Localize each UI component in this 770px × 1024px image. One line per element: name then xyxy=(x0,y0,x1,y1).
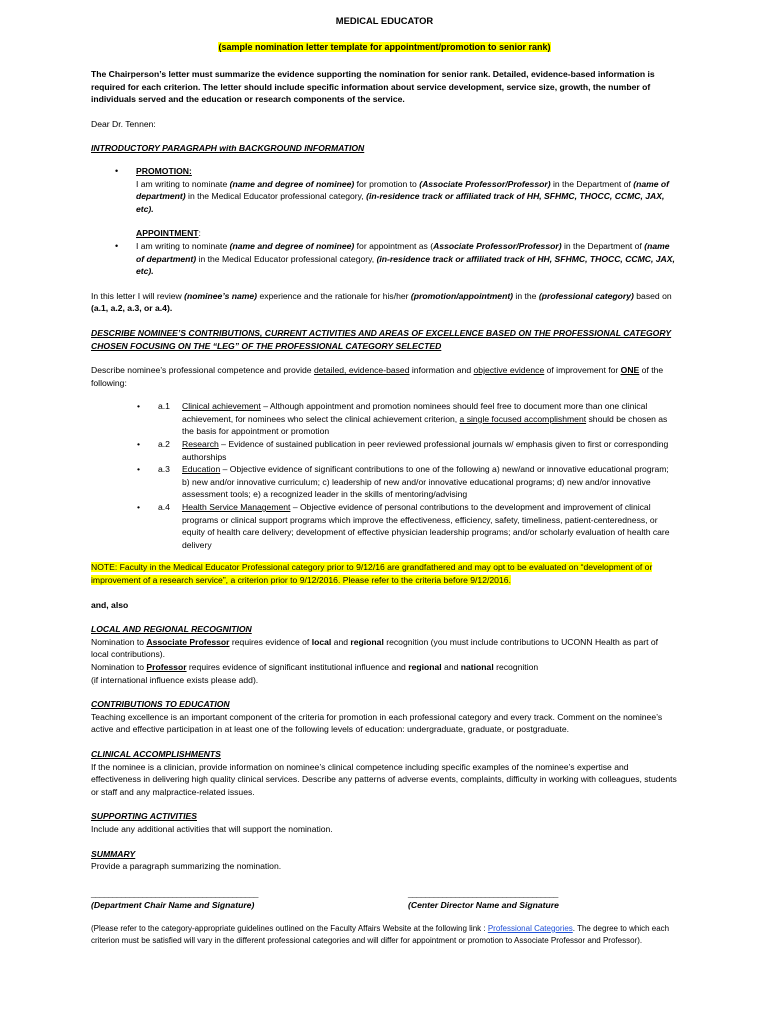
recognition-level: local xyxy=(311,636,332,647)
document-subtitle xyxy=(91,41,678,54)
describe-text: information and xyxy=(409,365,474,376)
local-regional-line-1 xyxy=(91,636,678,661)
describe-emphasis: ONE xyxy=(620,365,640,376)
appointment-label: APPOINTMENT xyxy=(136,228,199,239)
criterion-text: – Objective evidence of personal contributions to the development and improvement of clinical programs or clinical support programs which improve the effectiveness, efficiency, safety, timeliness, patient-centeredness, or equity of health care delivery; development of effective physician leadership programs; and/or scholarly evaluation of health care delivery xyxy=(182,502,670,550)
promotion-text: for promotion to xyxy=(354,178,420,189)
promotion-label: PROMOTION: xyxy=(136,165,192,176)
review-placeholder: (a.1, a.2, a.3, or a.4). xyxy=(91,303,173,314)
list-item xyxy=(91,400,678,438)
chair-signature-label: (Department Chair Name and Signature) xyxy=(91,900,255,911)
recognition-level: regional xyxy=(408,661,442,672)
recognition-level: regional xyxy=(350,636,384,647)
introductory-heading: INTRODUCTORY PARAGRAPH with BACKGROUND INFORMATION xyxy=(91,143,365,154)
recognition-level: national xyxy=(460,661,494,672)
document-title: MEDICAL EDUCATOR xyxy=(335,15,434,26)
criterion-text: – Although appointment and promotion nominees should feel free to document more than one clinical achievement, for nominees who select the clinical achievement criterion, xyxy=(182,401,648,424)
recognition-rank: Associate Professor xyxy=(146,636,230,647)
criterion-number: a.1 xyxy=(158,401,170,412)
describe-text: of improvement for xyxy=(544,365,621,376)
recognition-text: and xyxy=(331,636,351,647)
promotion-placeholder: (in-residence track or affiliated track of HH, SFHMC, THOCC, CCMC, JAX, etc). xyxy=(136,191,665,214)
review-placeholder: (promotion/appointment) xyxy=(410,290,514,301)
director-signature-label: (Center Director Name and Signature xyxy=(408,900,559,911)
grandfather-note xyxy=(91,561,678,586)
recognition-text: Nomination to xyxy=(91,636,147,647)
footer-note xyxy=(91,923,678,947)
bullet-icon: • xyxy=(115,241,119,252)
recognition-text: recognition (you must include contributions to UCONN Health as part of local contributions). xyxy=(91,636,659,660)
appointment-text: in the Medical Educator professional category, xyxy=(196,253,377,264)
recognition-text: and xyxy=(441,661,461,672)
recognition-rank: Professor xyxy=(146,661,187,672)
clinical-text: If the nominee is a clinician, provide information on nominee’s clinical competence including specific examples of the nominee’s expertise and effectiveness in delivering high quality clinical services. Describe any patterns of adverse events, complaints, difficulty in working with colleagues, students or staff and any malpractice-related issues. xyxy=(91,761,677,797)
criterion-number: a.4 xyxy=(158,502,170,513)
review-text: based on xyxy=(633,290,672,301)
list-item-promotion xyxy=(91,165,678,215)
appointment-placeholder: Associate Professor/Professor) xyxy=(433,240,562,251)
review-text: experience and the rationale for his/her xyxy=(257,290,411,301)
review-placeholder: (professional category) xyxy=(538,290,634,301)
chair-signature xyxy=(91,887,258,912)
bullet-icon: • xyxy=(137,439,141,450)
criterion-number: a.3 xyxy=(158,464,170,475)
education-text: Teaching excellence is an important component of the criteria for promotion in each professional category and every track. Comment on the nominee’s active and effective participation in at least one of the following levels of education: undergraduate, graduate, or postgraduate. xyxy=(91,711,663,735)
intro-paragraph: The Chairperson’s letter must summarize the evidence supporting the nomination for senior rank. Detailed, evidence-based information is required for each criterion. The letter should include specific information about service development, service size, growth, the number of individuals served and the education or research components of the service. xyxy=(91,69,655,105)
list-item xyxy=(91,501,678,551)
review-placeholder: (nominee’s name) xyxy=(184,290,258,301)
criterion-text: – Evidence of sustained publication in peer reviewed professional journals w/ emphasis given to first or corresponding authorships xyxy=(182,439,669,462)
criterion-text: – Objective evidence of significant contributions to one of the following a) new/and or innovative educational program; b) new and/or innovative curriculum; c) leadership of new and/or innovative educational programs; d) new and/or innovative assessment tools; e) a recognized leader in the skills of mentoring/advising xyxy=(182,464,669,500)
promotion-text: in the Medical Educator professional category, xyxy=(185,191,367,202)
describe-underlined: objective evidence xyxy=(473,365,545,376)
list-item xyxy=(91,463,678,501)
local-regional-line-3: (if international influence exists please add). xyxy=(91,674,259,685)
salutation: Dear Dr. Tennen: xyxy=(91,118,156,129)
supporting-text: Include any additional activities that will support the nomination. xyxy=(91,823,333,834)
professional-categories-link[interactable]: Professional Categories xyxy=(487,923,573,933)
promotion-placeholder: (name of department) xyxy=(136,178,670,202)
list-item-appointment xyxy=(91,227,678,277)
criterion-name: Health Service Management xyxy=(182,502,291,513)
bullet-icon: • xyxy=(137,464,141,475)
promotion-text: I am writing to nominate xyxy=(136,178,230,189)
describe-paragraph xyxy=(91,364,678,389)
list-item xyxy=(91,438,678,463)
criterion-text: should be chosen as the basis for appointment or promotion xyxy=(182,413,668,437)
local-regional-line-2 xyxy=(91,661,678,674)
local-regional-heading: LOCAL AND REGIONAL RECOGNITION xyxy=(91,624,252,635)
summary-text: Provide a paragraph summarizing the nomination. xyxy=(91,861,282,872)
bullet-icon: • xyxy=(137,401,141,412)
appointment-placeholder: (in-residence track or affiliated track of HH, SFHMC, THOCC, CCMC, JAX, etc). xyxy=(136,253,675,277)
footer-text: (Please refer to the category-appropriate guidelines outlined on the Faculty Affairs Website at the following link : xyxy=(91,923,488,933)
criteria-list xyxy=(91,400,678,551)
describe-underlined: detailed, evidence-based xyxy=(313,365,410,376)
director-signature xyxy=(408,887,559,912)
describe-text: Describe nominee’s professional competence and provide xyxy=(91,365,314,376)
bullet-icon: • xyxy=(137,502,141,513)
clinical-heading: CLINICAL ACCOMPLISHMENTS xyxy=(91,748,221,759)
appointment-placeholder: (name of department) xyxy=(136,240,670,264)
criterion-number: a.2 xyxy=(158,439,170,450)
appointment-placeholder: (name and degree of nominee) xyxy=(229,240,355,251)
note-highlight: NOTE: Faculty in the Medical Educator Professional category prior to 9/12/16 are grandfathered and may opt to be evaluated on “development of or improvement of a research service”, a criterion prior to 9/12/2016. Please refer to the criteria before 9/12/2016. xyxy=(91,562,653,585)
recognition-text: recognition xyxy=(493,661,539,672)
describe-text: of the following: xyxy=(91,365,664,388)
chair-signature-line: _______________________________________ xyxy=(91,887,258,898)
promotion-text: in the Department of xyxy=(550,178,634,189)
appointment-colon: : xyxy=(198,228,201,239)
supporting-heading: SUPPORTING ACTIVITIES xyxy=(91,811,198,822)
contributions-heading: DESCRIBE NOMINEE’S CONTRIBUTIONS, CURRENT ACTIVITIES AND AREAS OF EXCELLENCE BASED ON THE PROFESSIONAL CATEGORY CHOSEN FOCUSING ON THE “LEG” OF THE PROFESSIONAL CATEGORY SELECTED xyxy=(91,327,672,351)
promotion-placeholder: (name and degree of nominee) xyxy=(229,178,355,189)
recognition-text: Nomination to xyxy=(91,661,147,672)
criterion-name: Education xyxy=(182,464,221,475)
review-text: in the xyxy=(513,290,539,301)
and-also-text: and, also xyxy=(91,599,129,610)
appointment-text: I am writing to nominate xyxy=(136,240,230,251)
recognition-text: requires evidence of significant institutional influence and xyxy=(186,661,409,672)
director-signature-line: ___________________________________ xyxy=(408,887,558,898)
appointment-text: for appointment as ( xyxy=(354,240,434,251)
bullet-icon: • xyxy=(115,165,119,176)
summary-heading: SUMMARY xyxy=(91,848,136,859)
criterion-name: Research xyxy=(182,439,219,450)
nomination-type-list xyxy=(91,165,678,278)
recognition-text: requires evidence of xyxy=(229,636,312,647)
review-paragraph xyxy=(91,290,678,315)
criterion-emphasis: a single focused accomplishment xyxy=(459,413,587,424)
review-text: In this letter I will review xyxy=(91,290,185,301)
footer-text: . The degree to which each criterion must be satisfied will vary in the different professional categories and will differ for appointment or promotion to Associate Professor and Professor). xyxy=(91,923,670,945)
criterion-name: Clinical achievement xyxy=(182,401,261,412)
promotion-placeholder: (Associate Professor/Professor) xyxy=(419,178,551,189)
subtitle-highlight: (sample nomination letter template for appointment/promotion to senior rank) xyxy=(218,42,551,52)
signature-block xyxy=(91,887,678,915)
education-heading: CONTRIBUTIONS TO EDUCATION xyxy=(91,699,230,710)
appointment-text: in the Department of xyxy=(561,240,645,251)
